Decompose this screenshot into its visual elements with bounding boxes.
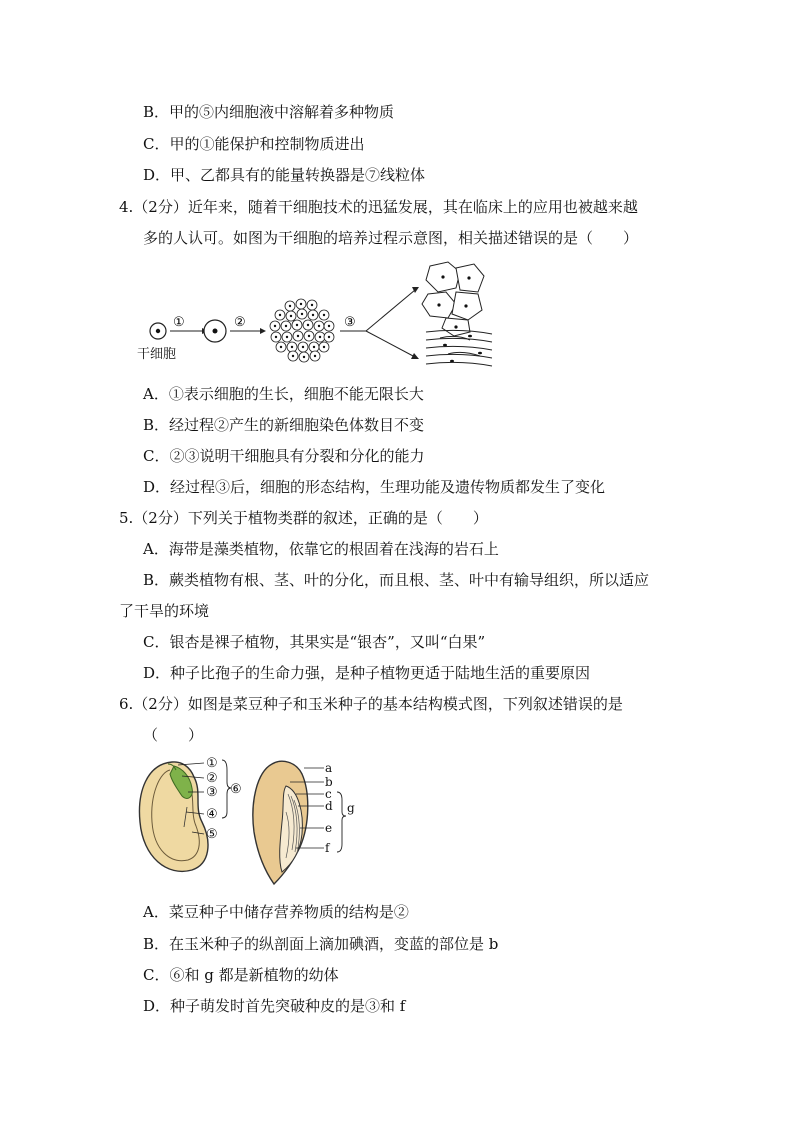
step-2-label: ② bbox=[234, 315, 246, 330]
q3-option-d: D．甲、乙都具有的能量转换器是⑦线粒体 bbox=[143, 166, 426, 184]
q5-stem: 5.（2分）下列关于植物类群的叙述，正确的是（ ） bbox=[119, 509, 488, 527]
bean-label-6: ⑥ bbox=[230, 782, 242, 797]
stem-cell-culture-diagram bbox=[130, 258, 510, 370]
bean-label-2: ② bbox=[206, 771, 218, 786]
q3-option-c: C．甲的①能保护和控制物质进出 bbox=[143, 135, 365, 153]
bean-label-4: ④ bbox=[206, 807, 218, 822]
grown-cell-icon bbox=[204, 320, 226, 342]
q5-option-c: C．银杏是裸子植物，其果实是“银杏”，又叫“白果” bbox=[143, 633, 486, 651]
q6-stem-line2: （ ） bbox=[143, 726, 204, 744]
differentiated-polygonal-cells bbox=[422, 262, 484, 336]
corn-label-f: f bbox=[325, 841, 330, 855]
stem-cell-icon bbox=[150, 323, 166, 339]
q6-option-a: A．菜豆种子中储存营养物质的结构是② bbox=[143, 903, 409, 921]
step-1-label: ① bbox=[173, 315, 185, 330]
stem-cell-label: 干细胞 bbox=[137, 347, 177, 362]
q4-option-a: A．①表示细胞的生长，细胞不能无限长大 bbox=[143, 385, 424, 403]
q3-option-b: B．甲的⑤内细胞液中溶解着多种物质 bbox=[143, 103, 395, 121]
step-3-label: ③ bbox=[344, 315, 356, 330]
corn-label-c: c bbox=[325, 787, 332, 801]
bean-label-1: ① bbox=[206, 756, 218, 771]
q5-option-a: A．海带是藻类植物，依靠它的根固着在浅海的岩石上 bbox=[143, 540, 499, 558]
q4-stem-line1: 4.（2分）近年来，随着干细胞技术的迅猛发展，其在临床上的应用也被越来越 bbox=[119, 198, 638, 216]
corn-label-b: b bbox=[325, 775, 333, 789]
q4-stem-line2: 多的人认可。如图为干细胞的培养过程示意图，相关描述错误的是（ ） bbox=[143, 229, 639, 247]
q6-stem-line1: 6.（2分）如图是菜豆种子和玉米种子的基本结构模式图，下列叙述错误的是 bbox=[119, 695, 623, 713]
corn-label-g: g bbox=[347, 801, 355, 815]
dividing-cell-cluster bbox=[270, 299, 334, 362]
corn-label-a: a bbox=[325, 761, 333, 775]
seed-structure-diagram bbox=[132, 752, 372, 892]
corn-label-d: d bbox=[325, 799, 333, 813]
q6-option-c: C．⑥和 g 都是新植物的幼体 bbox=[143, 966, 339, 984]
corn-label-e: e bbox=[325, 821, 333, 835]
q6-option-d: D．种子萌发时首先突破种皮的是③和 f bbox=[143, 997, 406, 1015]
bean-label-3: ③ bbox=[206, 785, 218, 800]
bean-label-5: ⑤ bbox=[206, 827, 218, 842]
q5-option-d: D．种子比孢子的生命力强，是种子植物更适于陆地生活的重要原因 bbox=[143, 664, 591, 682]
q5-option-b-line1: B．蕨类植物有根、茎、叶的分化，而且根、茎、叶中有输导组织，所以适应 bbox=[143, 571, 650, 589]
q5-option-b-line2: 了干旱的环境 bbox=[119, 602, 210, 620]
q4-option-d: D．经过程③后，细胞的形态结构，生理功能及遗传物质都发生了变化 bbox=[143, 478, 606, 496]
q4-option-c: C．②③说明干细胞具有分裂和分化的能力 bbox=[143, 447, 425, 465]
q6-option-b: B．在玉米种子的纵剖面上滴加碘酒，变蓝的部位是 b bbox=[143, 935, 499, 953]
differentiated-elongated-cells bbox=[426, 330, 492, 366]
corn-seed bbox=[253, 761, 308, 884]
bean-seed bbox=[139, 762, 208, 871]
q4-option-b: B．经过程②产生的新细胞染色体数目不变 bbox=[143, 416, 425, 434]
